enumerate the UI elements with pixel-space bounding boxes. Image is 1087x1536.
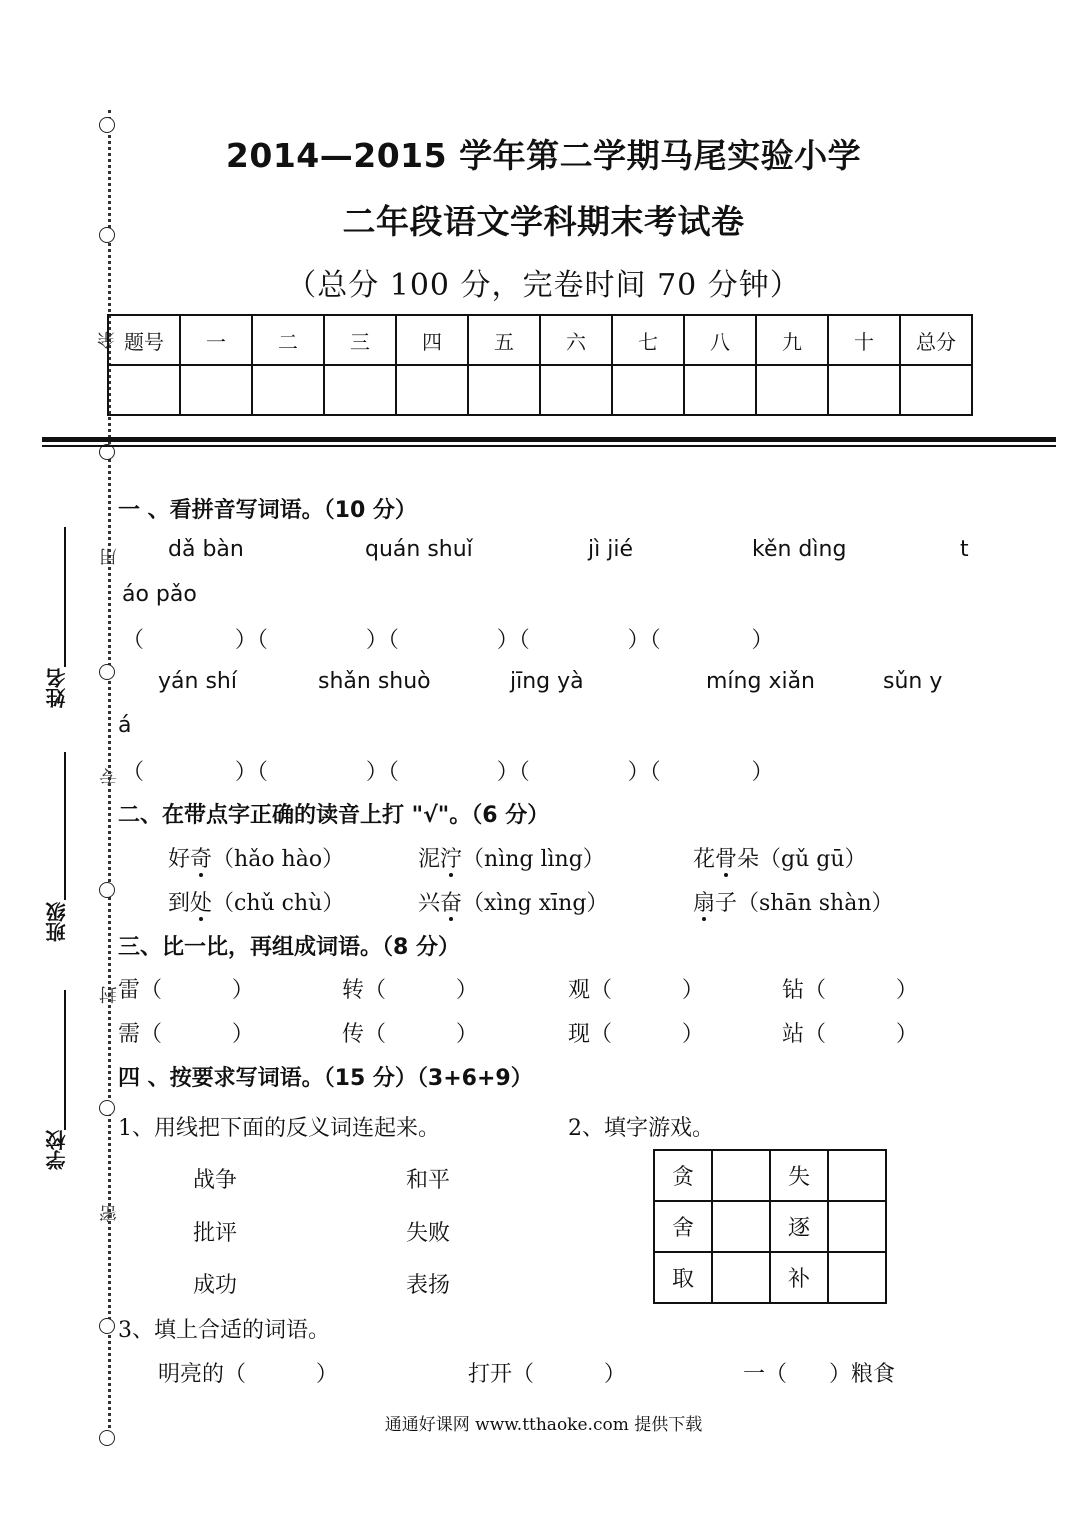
score-header-cell: 一 <box>180 315 252 365</box>
header-divider-thick <box>42 437 1056 442</box>
section1-heading: 一 、看拼音写词语。（10 分） <box>118 498 417 523</box>
seal-char: 封 <box>99 986 120 1004</box>
score-input-cell[interactable] <box>900 365 972 415</box>
pinyin: dǎ bàn <box>168 537 244 562</box>
pinyin: quán shuǐ <box>365 537 473 562</box>
question-2: 2、填字游戏。 <box>568 1116 714 1141</box>
compare-item[interactable]: 传（ ） <box>342 1022 478 1047</box>
reading-item[interactable]: 泥泞（nìng lìng） <box>418 842 605 873</box>
score-header-cell: 四 <box>396 315 468 365</box>
section2-heading: 二、在带点字正确的读音上打 "√"。（6 分） <box>118 803 550 828</box>
fill-item[interactable]: 打开（ ） <box>468 1362 626 1387</box>
score-header-cell: 五 <box>468 315 540 365</box>
fill-item[interactable]: 明亮的（ ） <box>158 1362 338 1387</box>
fill-item[interactable]: 一（ ）粮食 <box>743 1362 895 1387</box>
score-header-row <box>108 315 972 365</box>
grid-cell: 舍 <box>654 1201 712 1252</box>
pinyin: t <box>960 537 969 562</box>
score-header-cell: 七 <box>612 315 684 365</box>
grid-cell-blank[interactable] <box>828 1252 886 1303</box>
pinyin: sǔn y <box>883 669 943 694</box>
pinyin: á <box>118 713 132 738</box>
grid-cell: 补 <box>770 1252 828 1303</box>
score-input-cell[interactable] <box>612 365 684 415</box>
seal-char: 专 <box>99 768 120 786</box>
grid-cell-blank[interactable] <box>712 1201 770 1252</box>
reading-item[interactable]: 花骨朵（gǔ gū） <box>693 842 867 873</box>
antonym-right[interactable]: 和平 <box>406 1168 451 1193</box>
grid-cell-blank[interactable] <box>828 1150 886 1201</box>
score-header-cell: 九 <box>756 315 828 365</box>
grid-cell: 逐 <box>770 1201 828 1252</box>
score-header-cell: 总分 <box>900 315 972 365</box>
grid-cell-blank[interactable] <box>712 1252 770 1303</box>
compare-item[interactable]: 站（ ） <box>782 1022 918 1047</box>
antonym-right[interactable]: 失败 <box>406 1221 451 1246</box>
score-header-cell: 十 <box>828 315 900 365</box>
answer-parens[interactable]: （ ）（ ）（ ）（ ）（ ） <box>122 760 774 785</box>
score-header-cell: 三 <box>324 315 396 365</box>
word-fill-grid <box>653 1149 887 1304</box>
school-label: 学校 <box>45 1130 69 1170</box>
binding-hole <box>99 664 115 680</box>
score-input-cell[interactable] <box>108 365 180 415</box>
score-input-cell[interactable] <box>180 365 252 415</box>
score-input-cell[interactable] <box>540 365 612 415</box>
antonym-left[interactable]: 成功 <box>193 1273 238 1298</box>
grid-cell-blank[interactable] <box>828 1201 886 1252</box>
pinyin: yán shí <box>158 669 237 694</box>
score-blank-row <box>108 365 972 415</box>
score-input-cell[interactable] <box>252 365 324 415</box>
school-write-line[interactable] <box>64 990 66 1130</box>
exam-title-line1: 2014—2015 学年第二学期马尾实验小学 <box>225 136 862 175</box>
pinyin: shǎn shuò <box>318 669 431 694</box>
answer-parens[interactable]: （ ）（ ）（ ）（ ）（ ） <box>122 628 774 653</box>
pinyin: jīng yà <box>510 669 584 694</box>
grid-cell: 失 <box>770 1150 828 1201</box>
compare-item[interactable]: 钻（ ） <box>782 978 918 1003</box>
compare-item[interactable]: 转（ ） <box>342 978 478 1003</box>
score-table <box>107 314 973 416</box>
exam-title-line2: 二年段语文学科期末考试卷 <box>342 202 745 241</box>
score-header-cell: 题号 <box>108 315 180 365</box>
header-divider-thin <box>42 445 1056 447</box>
binding-hole <box>99 1100 115 1116</box>
class-label: 班级 <box>45 902 69 942</box>
grid-cell: 贪 <box>654 1150 712 1201</box>
score-input-cell[interactable] <box>756 365 828 415</box>
grid-cell: 取 <box>654 1252 712 1303</box>
reading-item[interactable]: 扇子（shān shàn） <box>693 886 894 917</box>
score-input-cell[interactable] <box>396 365 468 415</box>
score-input-cell[interactable] <box>468 365 540 415</box>
question-3: 3、填上合适的词语。 <box>118 1318 330 1343</box>
score-header-cell: 六 <box>540 315 612 365</box>
antonym-right[interactable]: 表扬 <box>406 1273 451 1298</box>
score-input-cell[interactable] <box>684 365 756 415</box>
seal-char: 用 <box>99 548 120 566</box>
score-header-cell: 八 <box>684 315 756 365</box>
binding-hole <box>99 1318 115 1334</box>
footer-credit: 通通好课网 www.tthaoke.com 提供下载 <box>384 1415 703 1435</box>
antonym-left[interactable]: 战争 <box>193 1168 238 1193</box>
grid-cell-blank[interactable] <box>712 1150 770 1201</box>
exam-subtitle: （总分 100 分，完卷时间 70 分钟） <box>286 268 801 303</box>
reading-item[interactable]: 兴奋（xìng xīng） <box>418 886 608 917</box>
seal-char: 密 <box>99 1205 120 1223</box>
compare-item[interactable]: 雷（ ） <box>118 978 254 1003</box>
binding-hole <box>99 882 115 898</box>
pinyin: jì jié <box>588 537 633 562</box>
class-write-line[interactable] <box>64 752 66 900</box>
compare-item[interactable]: 现（ ） <box>568 1022 704 1047</box>
compare-item[interactable]: 观（ ） <box>568 978 704 1003</box>
reading-item[interactable]: 到处（chǔ chù） <box>168 886 344 917</box>
name-write-line[interactable] <box>64 527 66 667</box>
question-1: 1、用线把下面的反义词连起来。 <box>118 1116 440 1141</box>
pinyin: míng xiǎn <box>706 669 816 694</box>
name-label: 姓名 <box>45 668 69 708</box>
antonym-left[interactable]: 批评 <box>193 1221 238 1246</box>
compare-item[interactable]: 需（ ） <box>118 1022 254 1047</box>
score-header-cell: 二 <box>252 315 324 365</box>
score-input-cell[interactable] <box>828 365 900 415</box>
section3-heading: 三、比一比，再组成词语。（8 分） <box>118 935 460 960</box>
reading-item[interactable]: 好奇（hǎo hào） <box>168 842 344 873</box>
section4-heading: 四 、按要求写词语。（15 分）（3+6+9） <box>118 1066 533 1091</box>
pinyin: áo pǎo <box>122 582 197 607</box>
pinyin: kěn dìng <box>752 537 847 562</box>
score-input-cell[interactable] <box>324 365 396 415</box>
seal-char: 余 <box>97 331 118 349</box>
